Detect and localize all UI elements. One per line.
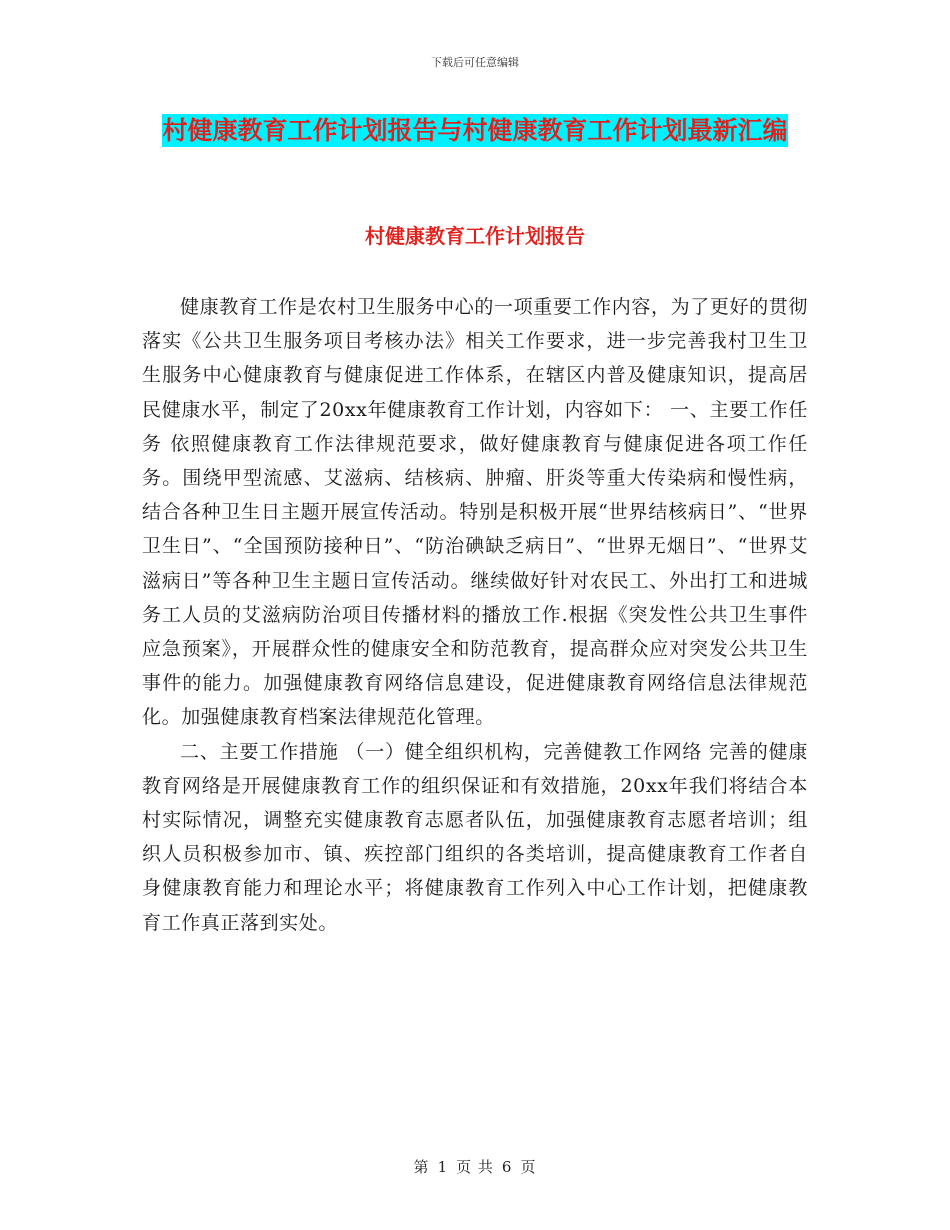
document-body (142, 290, 808, 940)
footer-middle: 页 共 (456, 1158, 494, 1176)
paragraph-1: 健康教育工作是农村卫生服务中心的一项重要工作内容，为了更好的贯彻落实《公共卫生服务项目考核办法》相关工作要求，进一步完善我村卫生卫生服务中心健康教育与健康促进工作体系，在辖区内普及健康知识，提高居民健康水平，制定了20xx年健康教育工作计划，内容如下： 一、主要工作任务 依照健康教育工作法律规范要求，做好健康教育与健康促进各项工作任务。围绕甲型流感、艾滋病、结核病、肿瘤、肝炎等重大传染病和慢性病，结合各种卫生日主题开展宣传活动。特别是积极开展“世界结核病日”、“世界卫生日”、“全国预防接种日”、“防治碘缺乏病日”、“世界无烟日”、“世界艾滋病日”等各种卫生主题日宣传活动。继续做好针对农民工、外出打工和进城务工人员的艾滋病防治项目传播材料的播放工作.根据《突发性公共卫生事件应急预案》，开展群众性的健康安全和防范教育，提高群众应对突发公共卫生事件的能力。加强健康教育网络信息建设，促进健康教育网络信息法律规范化。加强健康教育档案法律规范化管理。 (142, 296, 808, 729)
header-note: 下载后可任意编辑 (431, 56, 519, 69)
paragraph-2: 二、主要工作措施 （一）健全组织机构，完善健教工作网络 完善的健康教育网络是开展健康教育工作的组织保证和有效措施，20xx年我们将结合本村实际情况，调整充实健康教育志愿者队伍，加强健康教育志愿者培训；组织人员积极参加市、镇、疾控部门组织的各类培训，提高健康教育工作者自身健康教育能力和理论水平；将健康教育工作列入中心工作计划，把健康教育工作真正落到实处。 (142, 740, 808, 934)
footer-page-number: 1 (437, 1158, 449, 1176)
footer-prefix: 第 (413, 1158, 430, 1176)
section-title: 村健康教育工作计划报告 (365, 224, 585, 248)
footer-suffix: 页 (520, 1158, 537, 1176)
document-title (140, 108, 810, 154)
document-title-text: 村健康教育工作计划报告与村健康教育工作计划最新汇编 (162, 116, 788, 145)
footer-total-pages: 6 (501, 1158, 513, 1176)
page-footer (0, 1156, 950, 1177)
